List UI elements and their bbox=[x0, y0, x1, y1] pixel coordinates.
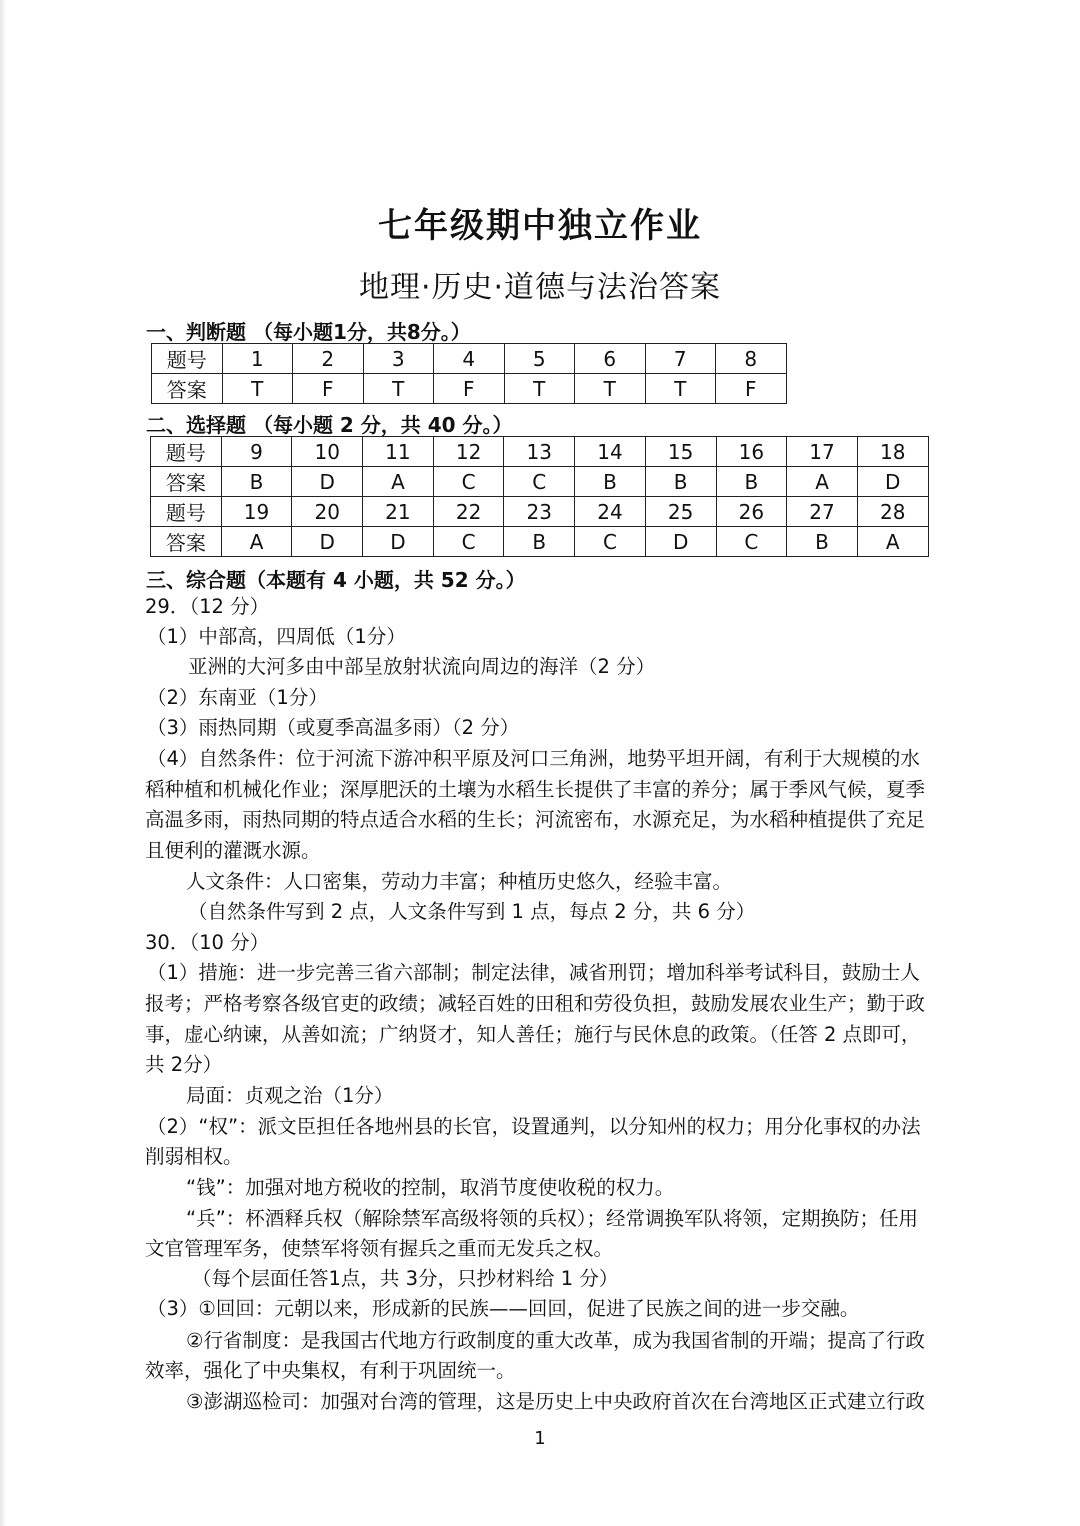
table-cell: C bbox=[433, 527, 504, 557]
table-cell: A bbox=[857, 527, 928, 557]
table-cell: 23 bbox=[504, 497, 575, 527]
q29-4-answer-cont: 且便利的灌溉水源。 bbox=[145, 839, 321, 862]
table-cell: F bbox=[434, 374, 505, 404]
q29-heading: 29．（12 分） bbox=[145, 595, 270, 618]
page-title: 七年级期中独立作业 bbox=[378, 206, 702, 246]
q30-1-answer-cont: 报考；严格考察各级官吏的政绩；减轻百姓的田租和劳役负担，鼓励发展农业生产；勤于政 bbox=[145, 992, 926, 1015]
row-header-cell: 题号 bbox=[152, 344, 223, 374]
table-cell: 22 bbox=[433, 497, 504, 527]
table-cell: 6 bbox=[575, 344, 646, 374]
table-row bbox=[151, 497, 929, 527]
q30-2-army-cont: 文官管理军务，使禁军将领有握兵之重而无发兵之权。 bbox=[145, 1237, 614, 1260]
row-header-cell: 答案 bbox=[151, 467, 222, 497]
row-header-cell: 题号 bbox=[151, 437, 222, 467]
table-cell: B bbox=[645, 467, 716, 497]
q30-3-province-system-cont: 效率，强化了中央集权，有利于巩固统一。 bbox=[145, 1359, 516, 1382]
table-cell: T bbox=[645, 374, 716, 404]
table-cell: 12 bbox=[433, 437, 504, 467]
q29-4-answer-cont: 高温多雨，雨热同期的特点适合水稻的生长；河流密布，水源充足，为水稻种植提供了充足 bbox=[145, 808, 926, 831]
table-cell: B bbox=[221, 467, 292, 497]
table-cell: C bbox=[716, 527, 787, 557]
table-cell: 8 bbox=[716, 344, 787, 374]
q29-4-answer: （4）自然条件：位于河流下游冲积平原及河口三角洲，地势平坦开阔，有利于大规模的水 bbox=[147, 747, 920, 770]
table-cell: D bbox=[645, 527, 716, 557]
table-row bbox=[151, 467, 929, 497]
table-cell: 7 bbox=[645, 344, 716, 374]
table-row bbox=[152, 374, 787, 404]
table-cell: C bbox=[504, 467, 575, 497]
q30-2-army: “兵”：杯酒释兵权（解除禁军高级将领的兵权）；经常调换军队将领，定期换防；任用 bbox=[186, 1207, 918, 1230]
table-row bbox=[152, 344, 787, 374]
true-false-answer-table bbox=[151, 343, 787, 404]
table-cell: 26 bbox=[716, 497, 787, 527]
q30-2-scoring-note: （每个层面任答1点，共 3分，只抄材料给 1 分） bbox=[192, 1267, 619, 1290]
table-cell: 27 bbox=[787, 497, 858, 527]
table-cell: D bbox=[292, 527, 363, 557]
q29-1-answer: （1）中部高，四周低（1分） bbox=[147, 625, 406, 648]
table-cell: B bbox=[787, 527, 858, 557]
q30-1-answer: （1）措施：进一步完善三省六部制；制定法律，减省刑罚；增加科举考试科目，鼓励士人 bbox=[147, 961, 920, 984]
table-cell: 20 bbox=[292, 497, 363, 527]
table-cell: 2 bbox=[293, 344, 364, 374]
table-cell: 25 bbox=[645, 497, 716, 527]
q30-3-province-system: ②行省制度：是我国古代地方行政制度的重大改革，成为我国省制的开端；提高了行政 bbox=[186, 1329, 925, 1352]
table-cell: F bbox=[716, 374, 787, 404]
q29-4-scoring-note: （自然条件写到 2 点，人文条件写到 1 点，每点 2 分，共 6 分） bbox=[188, 900, 756, 923]
q30-2-answer-cont: 削弱相权。 bbox=[145, 1145, 243, 1168]
table-cell: C bbox=[575, 527, 646, 557]
table-cell: 13 bbox=[504, 437, 575, 467]
section3-heading: 三、综合题（本题有 4 小题，共 52 分。） bbox=[146, 568, 526, 592]
q30-1-answer-cont: 共 2分） bbox=[145, 1053, 223, 1076]
table-cell: 19 bbox=[221, 497, 292, 527]
q30-3-penghu: ③澎湖巡检司：加强对台湾的管理，这是历史上中央政府首次在台湾地区正式建立行政 bbox=[186, 1390, 925, 1413]
table-row bbox=[151, 437, 929, 467]
table-cell: D bbox=[292, 467, 363, 497]
table-cell: D bbox=[857, 467, 928, 497]
table-cell: B bbox=[504, 527, 575, 557]
q29-4-answer-cont: 稻种植和机械化作业；深厚肥沃的土壤为水稻生长提供了丰富的养分；属于季风气候，夏季 bbox=[145, 778, 926, 801]
table-cell: B bbox=[716, 467, 787, 497]
row-header-cell: 答案 bbox=[151, 527, 222, 557]
table-cell: A bbox=[787, 467, 858, 497]
q30-2-answer: （2）“权”：派文臣担任各地州县的长官，设置通判，以分知州的权力；用分化事权的办法 bbox=[147, 1115, 921, 1138]
q29-3-answer: （3）雨热同期（或夏季高温多雨）（2 分） bbox=[147, 716, 520, 739]
table-cell: 24 bbox=[575, 497, 646, 527]
section1-heading: 一、判断题 （每小题1分，共8分。） bbox=[146, 320, 471, 344]
table-cell: D bbox=[363, 527, 434, 557]
table-cell: 28 bbox=[857, 497, 928, 527]
row-header-cell: 题号 bbox=[151, 497, 222, 527]
table-cell: 14 bbox=[575, 437, 646, 467]
table-cell: 17 bbox=[787, 437, 858, 467]
table-cell: A bbox=[221, 527, 292, 557]
table-cell: 10 bbox=[292, 437, 363, 467]
q30-2-money: “钱”：加强对地方税收的控制，取消节度使收税的权力。 bbox=[186, 1176, 675, 1199]
q29-4-human-factors: 人文条件：人口密集，劳动力丰富；种植历史悠久，经验丰富。 bbox=[186, 870, 733, 893]
table-cell: T bbox=[363, 374, 434, 404]
table-cell: 5 bbox=[504, 344, 575, 374]
table-cell: C bbox=[433, 467, 504, 497]
page-number: 1 bbox=[534, 1428, 546, 1449]
table-cell: B bbox=[575, 467, 646, 497]
table-cell: T bbox=[222, 374, 293, 404]
q30-3-answer: （3）①回回：元朝以来，形成新的民族——回回，促进了民族之间的进一步交融。 bbox=[147, 1297, 860, 1320]
table-cell: 16 bbox=[716, 437, 787, 467]
table-cell: 4 bbox=[434, 344, 505, 374]
table-cell: 11 bbox=[363, 437, 434, 467]
choice-answer-table bbox=[150, 436, 929, 557]
table-cell: 9 bbox=[221, 437, 292, 467]
q30-1-situation: 局面：贞观之治（1分） bbox=[186, 1084, 394, 1107]
table-cell: 3 bbox=[363, 344, 434, 374]
table-cell: F bbox=[293, 374, 364, 404]
table-cell: 1 bbox=[222, 344, 293, 374]
table-cell: 21 bbox=[363, 497, 434, 527]
row-header-cell: 答案 bbox=[152, 374, 223, 404]
section2-heading: 二、选择题 （每小题 2 分，共 40 分。） bbox=[146, 413, 513, 437]
table-cell: T bbox=[575, 374, 646, 404]
table-cell: 15 bbox=[645, 437, 716, 467]
table-cell: A bbox=[363, 467, 434, 497]
q29-1-answer-cont: 亚洲的大河多由中部呈放射状流向周边的海洋（2 分） bbox=[188, 655, 656, 678]
table-row bbox=[151, 527, 929, 557]
q30-1-answer-cont: 事，虚心纳谏，从善如流；广纳贤才，知人善任；施行与民休息的政策。（任答 2 点即可， bbox=[145, 1023, 921, 1046]
table-cell: T bbox=[504, 374, 575, 404]
q29-2-answer: （2）东南亚（1分） bbox=[147, 686, 328, 709]
q30-heading: 30．（10 分） bbox=[145, 931, 270, 954]
table-cell: 18 bbox=[857, 437, 928, 467]
page-subtitle: 地理·历史·道德与法治答案 bbox=[358, 270, 722, 305]
